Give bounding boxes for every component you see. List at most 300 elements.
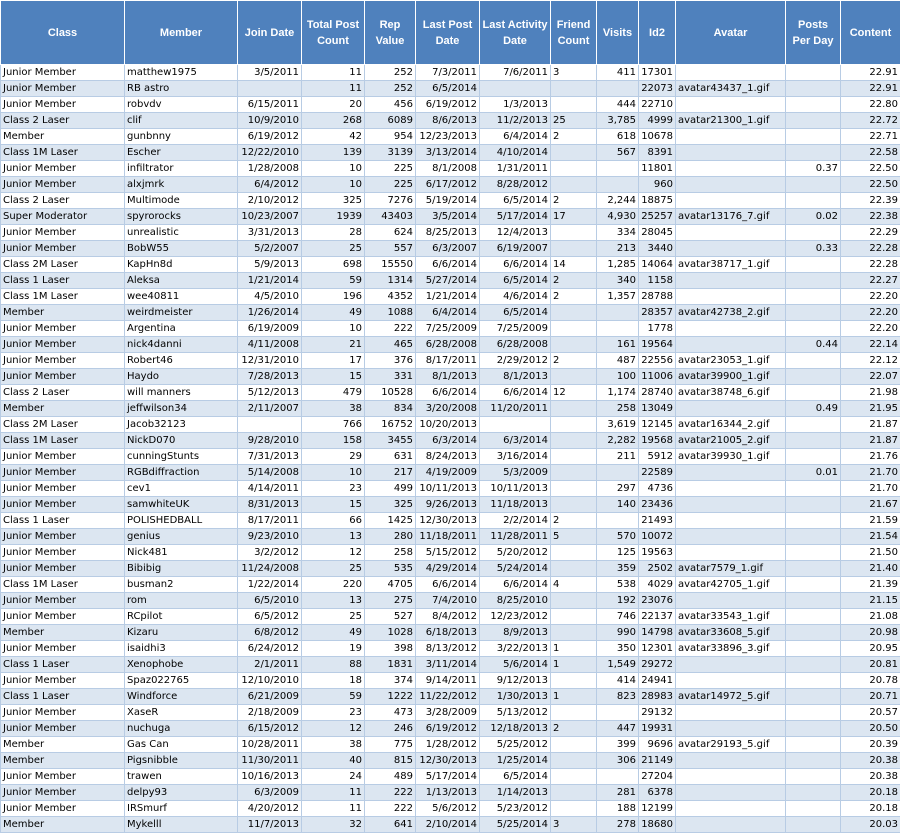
table-cell[interactable] bbox=[551, 305, 597, 321]
table-cell[interactable]: rom bbox=[125, 593, 238, 609]
table-cell[interactable]: 17301 bbox=[639, 65, 676, 81]
table-cell[interactable]: 12/31/2010 bbox=[238, 353, 302, 369]
table-cell[interactable]: 2 bbox=[551, 513, 597, 529]
table-cell[interactable]: Junior Member bbox=[1, 801, 125, 817]
table-cell[interactable]: 3/5/2014 bbox=[416, 209, 480, 225]
table-cell[interactable]: 1,174 bbox=[597, 385, 639, 401]
table-cell[interactable] bbox=[238, 81, 302, 97]
table-cell[interactable]: 1222 bbox=[365, 689, 416, 705]
table-cell[interactable] bbox=[676, 705, 786, 721]
table-cell[interactable]: 9/12/2013 bbox=[480, 673, 551, 689]
table-cell[interactable]: Member bbox=[1, 737, 125, 753]
table-cell[interactable] bbox=[551, 737, 597, 753]
table-cell[interactable]: Junior Member bbox=[1, 465, 125, 481]
table-cell[interactable]: will manners bbox=[125, 385, 238, 401]
table-cell[interactable] bbox=[551, 753, 597, 769]
table-cell[interactable] bbox=[786, 705, 841, 721]
table-cell[interactable]: 18875 bbox=[639, 193, 676, 209]
table-cell[interactable] bbox=[676, 801, 786, 817]
table-cell[interactable]: 9/28/2010 bbox=[238, 433, 302, 449]
table-cell[interactable]: 447 bbox=[597, 721, 639, 737]
table-cell[interactable]: 10 bbox=[302, 161, 365, 177]
table-cell[interactable]: 20.39 bbox=[841, 737, 900, 753]
table-cell[interactable]: nuchuga bbox=[125, 721, 238, 737]
table-cell[interactable] bbox=[597, 465, 639, 481]
table-cell[interactable] bbox=[676, 321, 786, 337]
table-cell[interactable]: 42 bbox=[302, 129, 365, 145]
table-cell[interactable] bbox=[676, 593, 786, 609]
table-cell[interactable]: 25 bbox=[551, 113, 597, 129]
table-cell[interactable]: 12145 bbox=[639, 417, 676, 433]
table-cell[interactable]: 6/5/2014 bbox=[480, 769, 551, 785]
table-cell[interactable]: 21.08 bbox=[841, 609, 900, 625]
table-cell[interactable] bbox=[551, 785, 597, 801]
table-cell[interactable] bbox=[676, 65, 786, 81]
table-cell[interactable]: 29272 bbox=[639, 657, 676, 673]
column-header[interactable]: Class bbox=[1, 1, 125, 65]
table-cell[interactable]: 10 bbox=[302, 321, 365, 337]
table-cell[interactable]: 499 bbox=[365, 481, 416, 497]
table-cell[interactable]: 5/24/2014 bbox=[480, 561, 551, 577]
table-cell[interactable]: genius bbox=[125, 529, 238, 545]
table-cell[interactable]: 59 bbox=[302, 273, 365, 289]
table-cell[interactable]: 1/28/2008 bbox=[238, 161, 302, 177]
table-cell[interactable]: gunbnny bbox=[125, 129, 238, 145]
table-cell[interactable]: 20.18 bbox=[841, 801, 900, 817]
table-cell[interactable]: Junior Member bbox=[1, 97, 125, 113]
table-cell[interactable]: 12301 bbox=[639, 641, 676, 657]
table-cell[interactable] bbox=[676, 753, 786, 769]
table-cell[interactable] bbox=[551, 705, 597, 721]
table-cell[interactable] bbox=[597, 81, 639, 97]
table-cell[interactable]: 32 bbox=[302, 817, 365, 833]
table-cell[interactable]: 22137 bbox=[639, 609, 676, 625]
table-cell[interactable]: 12/30/2013 bbox=[416, 753, 480, 769]
table-cell[interactable]: 6/3/2009 bbox=[238, 785, 302, 801]
table-cell[interactable]: 22.28 bbox=[841, 241, 900, 257]
table-cell[interactable]: 479 bbox=[302, 385, 365, 401]
table-cell[interactable]: 10/20/2013 bbox=[416, 417, 480, 433]
table-cell[interactable]: 10528 bbox=[365, 385, 416, 401]
table-cell[interactable]: Argentina bbox=[125, 321, 238, 337]
table-cell[interactable]: Member bbox=[1, 129, 125, 145]
table-cell[interactable]: 5/6/2012 bbox=[416, 801, 480, 817]
table-cell[interactable]: 1314 bbox=[365, 273, 416, 289]
column-header[interactable]: Content bbox=[841, 1, 900, 65]
table-cell[interactable] bbox=[786, 801, 841, 817]
table-cell[interactable]: 21.67 bbox=[841, 497, 900, 513]
table-cell[interactable]: Member bbox=[1, 625, 125, 641]
table-cell[interactable]: 6/15/2011 bbox=[238, 97, 302, 113]
table-cell[interactable]: 28740 bbox=[639, 385, 676, 401]
table-cell[interactable]: 2/10/2014 bbox=[416, 817, 480, 833]
table-cell[interactable]: 25 bbox=[302, 609, 365, 625]
table-cell[interactable]: 1,357 bbox=[597, 289, 639, 305]
table-cell[interactable] bbox=[786, 193, 841, 209]
table-cell[interactable]: 28983 bbox=[639, 689, 676, 705]
table-cell[interactable]: busman2 bbox=[125, 577, 238, 593]
table-cell[interactable]: 10 bbox=[302, 465, 365, 481]
table-cell[interactable]: Class 2M Laser bbox=[1, 257, 125, 273]
table-cell[interactable]: clif bbox=[125, 113, 238, 129]
table-cell[interactable] bbox=[786, 593, 841, 609]
table-cell[interactable]: Junior Member bbox=[1, 161, 125, 177]
table-cell[interactable]: Member bbox=[1, 305, 125, 321]
table-cell[interactable]: 9/14/2011 bbox=[416, 673, 480, 689]
table-cell[interactable]: unrealistic bbox=[125, 225, 238, 241]
table-cell[interactable]: 11/18/2011 bbox=[416, 529, 480, 545]
table-cell[interactable]: 19931 bbox=[639, 721, 676, 737]
table-cell[interactable]: Member bbox=[1, 753, 125, 769]
table-cell[interactable] bbox=[676, 241, 786, 257]
table-cell[interactable] bbox=[551, 81, 597, 97]
table-cell[interactable]: 20.78 bbox=[841, 673, 900, 689]
table-cell[interactable]: Class 1 Laser bbox=[1, 513, 125, 529]
table-cell[interactable]: 5/2/2007 bbox=[238, 241, 302, 257]
table-cell[interactable] bbox=[551, 769, 597, 785]
table-cell[interactable]: 3 bbox=[551, 65, 597, 81]
table-cell[interactable]: 21.70 bbox=[841, 465, 900, 481]
table-cell[interactable]: 21.40 bbox=[841, 561, 900, 577]
table-cell[interactable]: 8/25/2013 bbox=[416, 225, 480, 241]
table-cell[interactable] bbox=[786, 417, 841, 433]
table-cell[interactable]: Member bbox=[1, 401, 125, 417]
table-cell[interactable]: 5/6/2014 bbox=[480, 657, 551, 673]
table-cell[interactable]: Multimode bbox=[125, 193, 238, 209]
table-cell[interactable]: Junior Member bbox=[1, 177, 125, 193]
table-cell[interactable] bbox=[786, 513, 841, 529]
table-cell[interactable]: 3,619 bbox=[597, 417, 639, 433]
table-cell[interactable]: 3/11/2014 bbox=[416, 657, 480, 673]
table-cell[interactable] bbox=[786, 657, 841, 673]
table-cell[interactable]: Junior Member bbox=[1, 353, 125, 369]
table-cell[interactable]: infiltrator bbox=[125, 161, 238, 177]
table-cell[interactable]: 22.29 bbox=[841, 225, 900, 241]
table-cell[interactable] bbox=[786, 369, 841, 385]
table-cell[interactable]: 59 bbox=[302, 689, 365, 705]
table-cell[interactable] bbox=[676, 401, 786, 417]
table-cell[interactable]: Junior Member bbox=[1, 769, 125, 785]
table-cell[interactable]: 5/17/2014 bbox=[480, 209, 551, 225]
table-cell[interactable] bbox=[551, 449, 597, 465]
table-cell[interactable] bbox=[676, 513, 786, 529]
table-cell[interactable]: Gas Can bbox=[125, 737, 238, 753]
table-cell[interactable]: 8/17/2011 bbox=[238, 513, 302, 529]
table-cell[interactable]: 4/5/2010 bbox=[238, 289, 302, 305]
table-cell[interactable]: 2 bbox=[551, 289, 597, 305]
table-cell[interactable]: 10072 bbox=[639, 529, 676, 545]
table-cell[interactable] bbox=[786, 481, 841, 497]
table-cell[interactable]: RB astro bbox=[125, 81, 238, 97]
table-cell[interactable]: 1/30/2013 bbox=[480, 689, 551, 705]
table-cell[interactable]: 538 bbox=[597, 577, 639, 593]
column-header[interactable]: Total Post Count bbox=[302, 1, 365, 65]
table-cell[interactable] bbox=[551, 145, 597, 161]
table-cell[interactable]: 3139 bbox=[365, 145, 416, 161]
table-cell[interactable]: 7276 bbox=[365, 193, 416, 209]
table-cell[interactable]: 258 bbox=[597, 401, 639, 417]
table-cell[interactable]: 4/11/2008 bbox=[238, 337, 302, 353]
table-cell[interactable]: 100 bbox=[597, 369, 639, 385]
table-cell[interactable]: 22.07 bbox=[841, 369, 900, 385]
table-cell[interactable]: 213 bbox=[597, 241, 639, 257]
table-cell[interactable]: 28357 bbox=[639, 305, 676, 321]
table-cell[interactable]: 23436 bbox=[639, 497, 676, 513]
table-cell[interactable]: 225 bbox=[365, 177, 416, 193]
table-cell[interactable]: 6/19/2009 bbox=[238, 321, 302, 337]
table-cell[interactable]: 23076 bbox=[639, 593, 676, 609]
table-cell[interactable]: Junior Member bbox=[1, 449, 125, 465]
table-cell[interactable]: Junior Member bbox=[1, 497, 125, 513]
table-cell[interactable]: 12/30/2013 bbox=[416, 513, 480, 529]
table-cell[interactable] bbox=[786, 65, 841, 81]
table-cell[interactable]: NickD070 bbox=[125, 433, 238, 449]
table-cell[interactable]: 20.38 bbox=[841, 753, 900, 769]
table-cell[interactable]: 8/17/2011 bbox=[416, 353, 480, 369]
table-cell[interactable]: 13049 bbox=[639, 401, 676, 417]
table-cell[interactable] bbox=[676, 129, 786, 145]
table-cell[interactable]: BobW55 bbox=[125, 241, 238, 257]
table-cell[interactable]: 2/2/2014 bbox=[480, 513, 551, 529]
table-cell[interactable]: 11 bbox=[302, 785, 365, 801]
table-cell[interactable]: 3/2/2012 bbox=[238, 545, 302, 561]
table-cell[interactable]: 140 bbox=[597, 497, 639, 513]
table-cell[interactable]: Class 2 Laser bbox=[1, 385, 125, 401]
table-cell[interactable]: 5/27/2014 bbox=[416, 273, 480, 289]
table-cell[interactable] bbox=[597, 161, 639, 177]
table-cell[interactable]: 20.71 bbox=[841, 689, 900, 705]
table-cell[interactable] bbox=[676, 529, 786, 545]
table-cell[interactable] bbox=[551, 481, 597, 497]
table-cell[interactable]: 20.57 bbox=[841, 705, 900, 721]
table-cell[interactable]: Junior Member bbox=[1, 705, 125, 721]
table-cell[interactable]: 6/28/2008 bbox=[480, 337, 551, 353]
table-cell[interactable]: 22.72 bbox=[841, 113, 900, 129]
table-cell[interactable]: 4/6/2014 bbox=[480, 289, 551, 305]
table-cell[interactable] bbox=[786, 721, 841, 737]
table-cell[interactable]: 25 bbox=[302, 561, 365, 577]
table-cell[interactable]: 28 bbox=[302, 225, 365, 241]
table-cell[interactable]: 22.28 bbox=[841, 257, 900, 273]
table-cell[interactable]: 6/6/2014 bbox=[480, 257, 551, 273]
table-cell[interactable]: 7/6/2011 bbox=[480, 65, 551, 81]
table-cell[interactable]: 6/5/2014 bbox=[480, 273, 551, 289]
table-cell[interactable]: avatar29193_5.gif bbox=[676, 737, 786, 753]
table-cell[interactable]: 14798 bbox=[639, 625, 676, 641]
table-cell[interactable]: matthew1975 bbox=[125, 65, 238, 81]
table-cell[interactable]: 25257 bbox=[639, 209, 676, 225]
table-cell[interactable]: Nick481 bbox=[125, 545, 238, 561]
table-cell[interactable]: 43403 bbox=[365, 209, 416, 225]
table-cell[interactable]: 21.87 bbox=[841, 433, 900, 449]
table-cell[interactable]: 6/3/2014 bbox=[480, 433, 551, 449]
table-cell[interactable]: 3455 bbox=[365, 433, 416, 449]
table-cell[interactable]: 1/22/2014 bbox=[238, 577, 302, 593]
table-cell[interactable]: cev1 bbox=[125, 481, 238, 497]
table-cell[interactable]: 22710 bbox=[639, 97, 676, 113]
table-cell[interactable]: 88 bbox=[302, 657, 365, 673]
table-cell[interactable]: avatar23053_1.gif bbox=[676, 353, 786, 369]
table-cell[interactable]: avatar33543_1.gif bbox=[676, 609, 786, 625]
table-cell[interactable]: jeffwilson34 bbox=[125, 401, 238, 417]
table-cell[interactable]: Class 1 Laser bbox=[1, 273, 125, 289]
table-cell[interactable]: 4/20/2012 bbox=[238, 801, 302, 817]
table-cell[interactable]: 6/19/2012 bbox=[416, 97, 480, 113]
table-cell[interactable]: 3/16/2014 bbox=[480, 449, 551, 465]
table-cell[interactable]: 12 bbox=[302, 721, 365, 737]
table-cell[interactable]: 990 bbox=[597, 625, 639, 641]
table-cell[interactable]: 297 bbox=[597, 481, 639, 497]
table-cell[interactable]: 258 bbox=[365, 545, 416, 561]
table-cell[interactable]: 0.37 bbox=[786, 161, 841, 177]
table-cell[interactable]: Super Moderator bbox=[1, 209, 125, 225]
table-cell[interactable]: 6378 bbox=[639, 785, 676, 801]
table-cell[interactable]: avatar43437_1.gif bbox=[676, 81, 786, 97]
table-cell[interactable]: 12199 bbox=[639, 801, 676, 817]
table-cell[interactable] bbox=[551, 465, 597, 481]
table-cell[interactable]: 4029 bbox=[639, 577, 676, 593]
table-cell[interactable]: 11 bbox=[302, 801, 365, 817]
table-cell[interactable]: 22.27 bbox=[841, 273, 900, 289]
table-cell[interactable]: Pigsnibble bbox=[125, 753, 238, 769]
table-cell[interactable]: 275 bbox=[365, 593, 416, 609]
table-cell[interactable]: 1028 bbox=[365, 625, 416, 641]
table-cell[interactable] bbox=[786, 753, 841, 769]
table-cell[interactable]: 12/18/2013 bbox=[480, 721, 551, 737]
table-cell[interactable]: 7/3/2011 bbox=[416, 65, 480, 81]
table-cell[interactable]: 5/19/2014 bbox=[416, 193, 480, 209]
table-cell[interactable] bbox=[676, 193, 786, 209]
table-cell[interactable]: 11/24/2008 bbox=[238, 561, 302, 577]
table-cell[interactable]: 246 bbox=[365, 721, 416, 737]
table-cell[interactable]: 222 bbox=[365, 801, 416, 817]
table-cell[interactable] bbox=[551, 609, 597, 625]
table-cell[interactable]: 15 bbox=[302, 369, 365, 385]
table-cell[interactable]: Junior Member bbox=[1, 785, 125, 801]
table-cell[interactable]: 40 bbox=[302, 753, 365, 769]
table-cell[interactable]: 10/9/2010 bbox=[238, 113, 302, 129]
table-cell[interactable]: 22556 bbox=[639, 353, 676, 369]
table-cell[interactable]: 222 bbox=[365, 321, 416, 337]
table-cell[interactable]: Member bbox=[1, 817, 125, 833]
table-cell[interactable]: 1/31/2011 bbox=[480, 161, 551, 177]
table-cell[interactable] bbox=[551, 321, 597, 337]
table-cell[interactable]: 1/28/2012 bbox=[416, 737, 480, 753]
table-cell[interactable] bbox=[238, 417, 302, 433]
table-cell[interactable]: 6/4/2012 bbox=[238, 177, 302, 193]
table-cell[interactable]: 19568 bbox=[639, 433, 676, 449]
table-cell[interactable]: 22073 bbox=[639, 81, 676, 97]
table-cell[interactable]: 8/1/2008 bbox=[416, 161, 480, 177]
table-cell[interactable]: 281 bbox=[597, 785, 639, 801]
table-cell[interactable]: 7/31/2013 bbox=[238, 449, 302, 465]
table-cell[interactable]: 3,785 bbox=[597, 113, 639, 129]
table-cell[interactable] bbox=[480, 81, 551, 97]
table-cell[interactable]: delpy93 bbox=[125, 785, 238, 801]
table-cell[interactable] bbox=[786, 257, 841, 273]
table-cell[interactable]: 21.39 bbox=[841, 577, 900, 593]
table-cell[interactable]: 21.98 bbox=[841, 385, 900, 401]
table-cell[interactable]: Junior Member bbox=[1, 609, 125, 625]
table-cell[interactable]: 17 bbox=[302, 353, 365, 369]
table-cell[interactable]: 2,244 bbox=[597, 193, 639, 209]
table-cell[interactable]: Jacob32123 bbox=[125, 417, 238, 433]
table-cell[interactable] bbox=[786, 641, 841, 657]
table-cell[interactable] bbox=[786, 273, 841, 289]
table-cell[interactable] bbox=[597, 705, 639, 721]
table-cell[interactable] bbox=[786, 737, 841, 753]
table-cell[interactable] bbox=[676, 97, 786, 113]
table-cell[interactable]: 557 bbox=[365, 241, 416, 257]
table-cell[interactable]: Junior Member bbox=[1, 225, 125, 241]
table-cell[interactable]: 9/23/2010 bbox=[238, 529, 302, 545]
table-cell[interactable]: 8/1/2013 bbox=[416, 369, 480, 385]
table-cell[interactable]: 0.01 bbox=[786, 465, 841, 481]
table-cell[interactable]: 5/9/2013 bbox=[238, 257, 302, 273]
table-cell[interactable]: Junior Member bbox=[1, 481, 125, 497]
table-cell[interactable]: 6/6/2014 bbox=[416, 257, 480, 273]
table-cell[interactable]: avatar42738_2.gif bbox=[676, 305, 786, 321]
table-cell[interactable]: Junior Member bbox=[1, 81, 125, 97]
table-cell[interactable]: 14 bbox=[551, 257, 597, 273]
table-cell[interactable]: samwhiteUK bbox=[125, 497, 238, 513]
table-cell[interactable] bbox=[551, 417, 597, 433]
table-cell[interactable]: 158 bbox=[302, 433, 365, 449]
table-cell[interactable] bbox=[551, 161, 597, 177]
table-cell[interactable]: cunningStunts bbox=[125, 449, 238, 465]
table-cell[interactable] bbox=[551, 97, 597, 113]
table-cell[interactable]: 1939 bbox=[302, 209, 365, 225]
table-cell[interactable]: 20.03 bbox=[841, 817, 900, 833]
table-cell[interactable]: 1 bbox=[551, 689, 597, 705]
table-cell[interactable]: 6/17/2012 bbox=[416, 177, 480, 193]
table-cell[interactable]: 22589 bbox=[639, 465, 676, 481]
table-cell[interactable]: 12/4/2013 bbox=[480, 225, 551, 241]
table-cell[interactable]: Class 1 Laser bbox=[1, 689, 125, 705]
table-cell[interactable]: avatar39900_1.gif bbox=[676, 369, 786, 385]
table-cell[interactable]: 7/28/2013 bbox=[238, 369, 302, 385]
table-cell[interactable]: 11 bbox=[302, 65, 365, 81]
table-cell[interactable]: 22.20 bbox=[841, 305, 900, 321]
table-cell[interactable]: 8/6/2013 bbox=[416, 113, 480, 129]
table-cell[interactable]: 1/13/2013 bbox=[416, 785, 480, 801]
table-cell[interactable]: 11006 bbox=[639, 369, 676, 385]
table-cell[interactable]: 5/25/2014 bbox=[480, 817, 551, 833]
table-cell[interactable]: 5/15/2012 bbox=[416, 545, 480, 561]
table-cell[interactable]: 350 bbox=[597, 641, 639, 657]
table-cell[interactable]: 22.12 bbox=[841, 353, 900, 369]
table-cell[interactable]: Junior Member bbox=[1, 561, 125, 577]
table-cell[interactable]: 5912 bbox=[639, 449, 676, 465]
table-cell[interactable]: 6/15/2012 bbox=[238, 721, 302, 737]
table-cell[interactable] bbox=[786, 305, 841, 321]
table-cell[interactable]: 3/13/2014 bbox=[416, 145, 480, 161]
table-cell[interactable]: Junior Member bbox=[1, 529, 125, 545]
table-cell[interactable]: 1158 bbox=[639, 273, 676, 289]
table-cell[interactable]: 6/19/2012 bbox=[238, 129, 302, 145]
table-cell[interactable]: 0.33 bbox=[786, 241, 841, 257]
table-cell[interactable]: Mykelll bbox=[125, 817, 238, 833]
table-cell[interactable]: 7/25/2009 bbox=[416, 321, 480, 337]
table-cell[interactable] bbox=[786, 545, 841, 561]
table-cell[interactable]: 125 bbox=[597, 545, 639, 561]
table-cell[interactable]: 5/12/2013 bbox=[238, 385, 302, 401]
table-cell[interactable]: 3/28/2009 bbox=[416, 705, 480, 721]
table-cell[interactable]: 6/24/2012 bbox=[238, 641, 302, 657]
table-cell[interactable]: 9696 bbox=[639, 737, 676, 753]
table-cell[interactable]: 306 bbox=[597, 753, 639, 769]
table-cell[interactable] bbox=[786, 561, 841, 577]
